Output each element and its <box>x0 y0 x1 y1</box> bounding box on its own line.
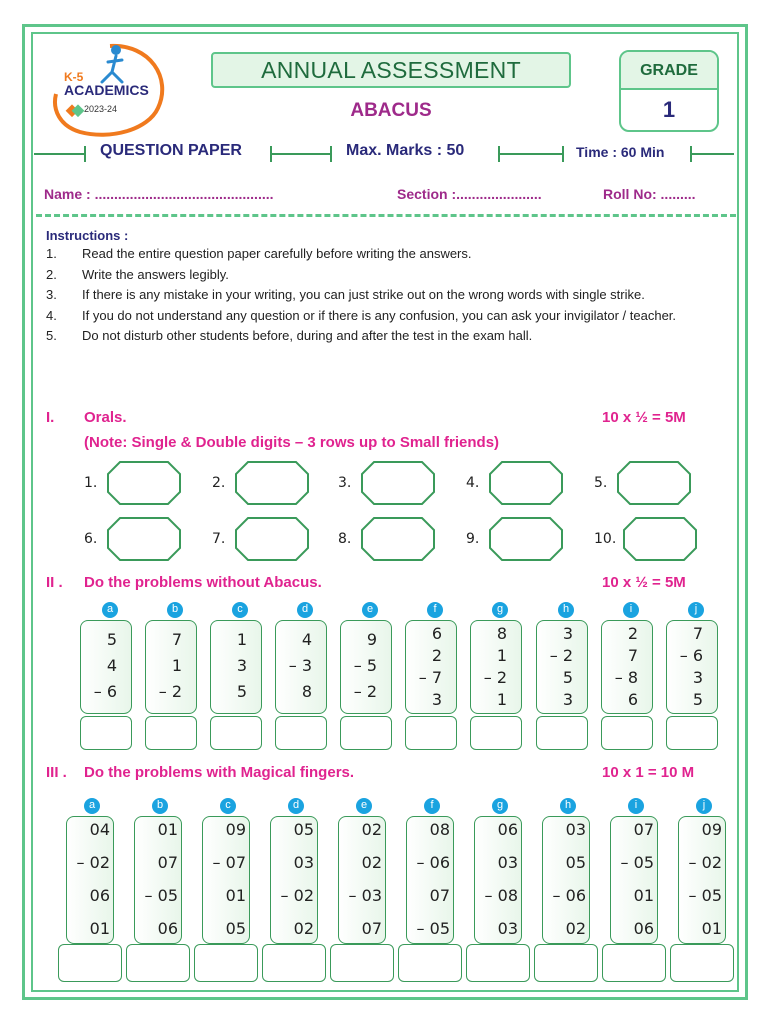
problem-number: 06 <box>633 919 654 938</box>
answer-octagon-icon <box>360 516 436 562</box>
problem-label-badge: c <box>220 798 236 814</box>
problem-number: 05 <box>225 919 246 938</box>
problem-number: 2 <box>627 624 638 643</box>
problem-number: – 08 <box>484 886 518 905</box>
answer-box[interactable] <box>80 716 132 750</box>
problem-number: – 8 <box>614 668 638 687</box>
instruction-number: 4. <box>46 307 57 323</box>
section1-number: I. <box>46 409 55 426</box>
problem-number: 06 <box>157 919 178 938</box>
problem-number: 03 <box>497 919 518 938</box>
problem-number: 7 <box>627 646 638 665</box>
time-limit: Time : 60 Min <box>576 144 665 160</box>
answer-box[interactable] <box>398 944 462 982</box>
answer-box[interactable] <box>145 716 197 750</box>
oral-answer-box[interactable] <box>616 460 692 506</box>
oral-answer-box[interactable] <box>488 460 564 506</box>
logo-year: 2023-24 <box>84 104 118 114</box>
problem-number: 01 <box>89 919 110 938</box>
oral-question <box>84 516 182 562</box>
section3-title: Do the problems with Magical fingers. <box>84 764 355 781</box>
dashed-divider <box>36 214 736 217</box>
problem-number: – 02 <box>688 853 722 872</box>
problem-number: 04 <box>89 820 110 839</box>
grade-box <box>619 50 719 132</box>
max-marks: Max. Marks : 50 <box>346 142 465 159</box>
section3-marks: 10 x 1 = 10 M <box>602 764 695 781</box>
grade-value: 1 <box>662 97 676 122</box>
section2-marks: 10 x ½ = 5M <box>602 574 686 591</box>
problem-label-badge: a <box>102 602 118 618</box>
problem-label-badge: a <box>84 798 100 814</box>
oral-answer-box[interactable] <box>360 516 436 562</box>
logo-academics: ACADEMICS <box>64 82 149 98</box>
oral-question <box>212 460 310 506</box>
problem-number: 06 <box>497 820 518 839</box>
problem-number: 3 <box>431 690 442 709</box>
problem-number: 8 <box>496 624 507 643</box>
problem-number: 7 <box>171 630 182 649</box>
answer-box[interactable] <box>670 944 734 982</box>
problem-label-badge: f <box>427 602 443 618</box>
problem-number: – 06 <box>552 886 586 905</box>
oral-answer-box[interactable] <box>622 516 698 562</box>
problem-label-badge: j <box>688 602 704 618</box>
problem-number: 7 <box>692 624 703 643</box>
problem-number: 05 <box>293 820 314 839</box>
problem-number: 07 <box>157 853 178 872</box>
oral-question <box>466 516 564 562</box>
problem-label-badge: b <box>167 602 183 618</box>
problem-number: 3 <box>562 624 573 643</box>
instruction-number: 1. <box>46 246 57 261</box>
meta-divider <box>270 153 330 155</box>
problem-number: 05 <box>565 853 586 872</box>
answer-octagon-icon <box>488 460 564 506</box>
problem-number: 03 <box>565 820 586 839</box>
answer-box[interactable] <box>601 716 653 750</box>
problem-number: 01 <box>701 919 722 938</box>
oral-answer-box[interactable] <box>234 460 310 506</box>
oral-number: 10. <box>594 531 617 547</box>
academy-logo <box>50 38 168 138</box>
answer-box[interactable] <box>534 944 598 982</box>
problem-number: – 05 <box>688 886 722 905</box>
instruction-number: 5. <box>46 328 57 343</box>
answer-box[interactable] <box>602 944 666 982</box>
problem-number: 07 <box>361 919 382 938</box>
problem-number: – 3 <box>288 656 312 675</box>
problem-label-badge: d <box>297 602 313 618</box>
problem-number: 2 <box>431 646 442 665</box>
oral-answer-box[interactable] <box>106 460 182 506</box>
section2-title: Do the problems without Abacus. <box>84 574 322 591</box>
instruction-text: Read the entire question paper carefully before writing the answers. <box>82 246 472 261</box>
section1-title: Orals. <box>84 409 127 426</box>
instruction-item <box>46 328 726 344</box>
problem-number: 07 <box>429 886 450 905</box>
problem-number: – 2 <box>483 668 507 687</box>
oral-question <box>338 516 436 562</box>
oral-question <box>84 460 182 506</box>
problem-label-badge: f <box>424 798 440 814</box>
problem-label-badge: d <box>288 798 304 814</box>
instruction-text: If there is any mistake in your writing, you can just strike out on the wrong words with single strike. <box>82 287 645 302</box>
problem-number: 03 <box>293 853 314 872</box>
oral-number: 1. <box>84 475 98 491</box>
oral-answer-box[interactable] <box>488 516 564 562</box>
problem-number: 1 <box>236 630 247 649</box>
problem-number: 3 <box>692 668 703 687</box>
problem-number: 9 <box>366 630 377 649</box>
oral-number: 4. <box>466 475 480 491</box>
problem-number: 5 <box>236 682 247 701</box>
answer-box[interactable] <box>194 944 258 982</box>
problem-number: – 2 <box>353 682 377 701</box>
problem-label-badge: i <box>623 602 639 618</box>
problem-number: 5 <box>106 630 117 649</box>
problem-number: 02 <box>361 853 382 872</box>
answer-octagon-icon <box>234 516 310 562</box>
oral-number: 7. <box>212 531 226 547</box>
problem-number: 8 <box>301 682 312 701</box>
answer-box[interactable] <box>466 944 530 982</box>
oral-number: 2. <box>212 475 226 491</box>
instructions-title: Instructions : <box>46 228 129 243</box>
problem-number: – 06 <box>416 853 450 872</box>
meta-divider <box>34 153 84 155</box>
meta-divider <box>498 153 562 155</box>
instruction-text: If you do not understand any question or if there is any confusion, you can ask your invigilator / teacher. <box>82 307 677 323</box>
answer-box[interactable] <box>405 716 457 750</box>
problem-number: 1 <box>171 656 182 675</box>
problem-number: 08 <box>429 820 450 839</box>
instruction-text: Write the answers legibly. <box>82 266 229 282</box>
answer-box[interactable] <box>470 716 522 750</box>
problem-label-badge: c <box>232 602 248 618</box>
problem-number: 01 <box>633 886 654 905</box>
problem-number: – 05 <box>416 919 450 938</box>
problem-number: 07 <box>633 820 654 839</box>
problem-label-badge: j <box>696 798 712 814</box>
subject-title: ABACUS <box>350 100 432 121</box>
problem-number: – 7 <box>418 668 442 687</box>
oral-question <box>212 516 310 562</box>
oral-question <box>338 460 436 506</box>
problem-number: 3 <box>236 656 247 675</box>
problem-number: 5 <box>692 690 703 709</box>
oral-answer-box[interactable] <box>106 516 182 562</box>
answer-box[interactable] <box>340 716 392 750</box>
problem-number: 01 <box>225 886 246 905</box>
problem-number: 01 <box>157 820 178 839</box>
problem-number: – 02 <box>280 886 314 905</box>
answer-octagon-icon <box>360 460 436 506</box>
instructions-block <box>46 228 726 349</box>
instruction-item <box>46 246 726 262</box>
problem-label-badge: h <box>560 798 576 814</box>
answer-box[interactable] <box>126 944 190 982</box>
problem-number: 1 <box>496 646 507 665</box>
problem-number: – 2 <box>549 646 573 665</box>
oral-question <box>466 460 564 506</box>
oral-answer-box[interactable] <box>360 460 436 506</box>
problem-number: 4 <box>106 656 117 675</box>
answer-box[interactable] <box>666 716 718 750</box>
answer-octagon-icon <box>106 460 182 506</box>
problem-label-badge: g <box>492 602 508 618</box>
answer-octagon-icon <box>622 516 698 562</box>
problem-number: 02 <box>565 919 586 938</box>
instruction-number: 3. <box>46 287 57 302</box>
exam-title: ANNUAL ASSESSMENT <box>211 52 571 88</box>
oral-answer-box[interactable] <box>234 516 310 562</box>
meta-row <box>34 140 738 168</box>
grade-label: GRADE <box>621 52 717 90</box>
answer-box[interactable] <box>275 716 327 750</box>
problem-label-badge: e <box>356 798 372 814</box>
problem-number: 02 <box>293 919 314 938</box>
question-paper-label: QUESTION PAPER <box>100 142 242 159</box>
problem-number: 6 <box>627 690 638 709</box>
oral-question <box>594 460 692 506</box>
oral-number: 3. <box>338 475 352 491</box>
problem-label-badge: i <box>628 798 644 814</box>
problem-number: 03 <box>497 853 518 872</box>
section3-number: III . <box>46 764 67 781</box>
answer-octagon-icon <box>616 460 692 506</box>
oral-number: 8. <box>338 531 352 547</box>
problem-number: – 6 <box>679 646 703 665</box>
problem-number: 4 <box>301 630 312 649</box>
answer-box[interactable] <box>58 944 122 982</box>
problem-number: – 02 <box>76 853 110 872</box>
problem-number: 09 <box>225 820 246 839</box>
problem-number: 6 <box>431 624 442 643</box>
problem-number: 06 <box>89 886 110 905</box>
problem-number: – 07 <box>212 853 246 872</box>
section1-note: (Note: Single & Double digits – 3 rows up to Small friends) <box>84 434 500 451</box>
problem-number: – 05 <box>144 886 178 905</box>
problem-number: 1 <box>496 690 507 709</box>
problem-label-badge: e <box>362 602 378 618</box>
problem-label-badge: g <box>492 798 508 814</box>
section1-marks: 10 x ½ = 5M <box>602 409 686 426</box>
logo-k5: K-5 <box>64 70 84 84</box>
answer-box[interactable] <box>262 944 326 982</box>
section-field[interactable]: Section :...................... <box>397 186 542 202</box>
problem-number: 5 <box>562 668 573 687</box>
instruction-item <box>46 267 726 283</box>
problem-number: – 6 <box>93 682 117 701</box>
section2-number: II . <box>46 574 63 591</box>
instruction-text: Do not disturb other students before, during and after the test in the exam hall. <box>82 328 533 343</box>
instruction-number: 2. <box>46 266 57 282</box>
answer-box[interactable] <box>330 944 394 982</box>
answer-octagon-icon <box>488 516 564 562</box>
problem-label-badge: h <box>558 602 574 618</box>
meta-divider <box>690 153 734 155</box>
problem-number: – 5 <box>353 656 377 675</box>
problem-number: – 2 <box>158 682 182 701</box>
problem-number: 3 <box>562 690 573 709</box>
meta-divider <box>84 146 86 162</box>
meta-divider <box>562 146 564 162</box>
answer-octagon-icon <box>234 460 310 506</box>
instruction-item <box>46 287 726 303</box>
meta-divider <box>330 146 332 162</box>
oral-number: 9. <box>466 531 480 547</box>
problem-number: 02 <box>361 820 382 839</box>
problem-label-badge: b <box>152 798 168 814</box>
answer-octagon-icon <box>106 516 182 562</box>
oral-number: 6. <box>84 531 98 547</box>
answer-box[interactable] <box>210 716 262 750</box>
instruction-item <box>46 308 726 324</box>
problem-number: – 03 <box>348 886 382 905</box>
problem-number: – 05 <box>620 853 654 872</box>
oral-number: 5. <box>594 475 608 491</box>
problem-number: 09 <box>701 820 722 839</box>
answer-box[interactable] <box>536 716 588 750</box>
oral-question <box>594 516 698 562</box>
name-field[interactable]: Name : .............................................. <box>44 186 274 202</box>
roll-number-field[interactable]: Roll No: ......... <box>603 186 696 202</box>
